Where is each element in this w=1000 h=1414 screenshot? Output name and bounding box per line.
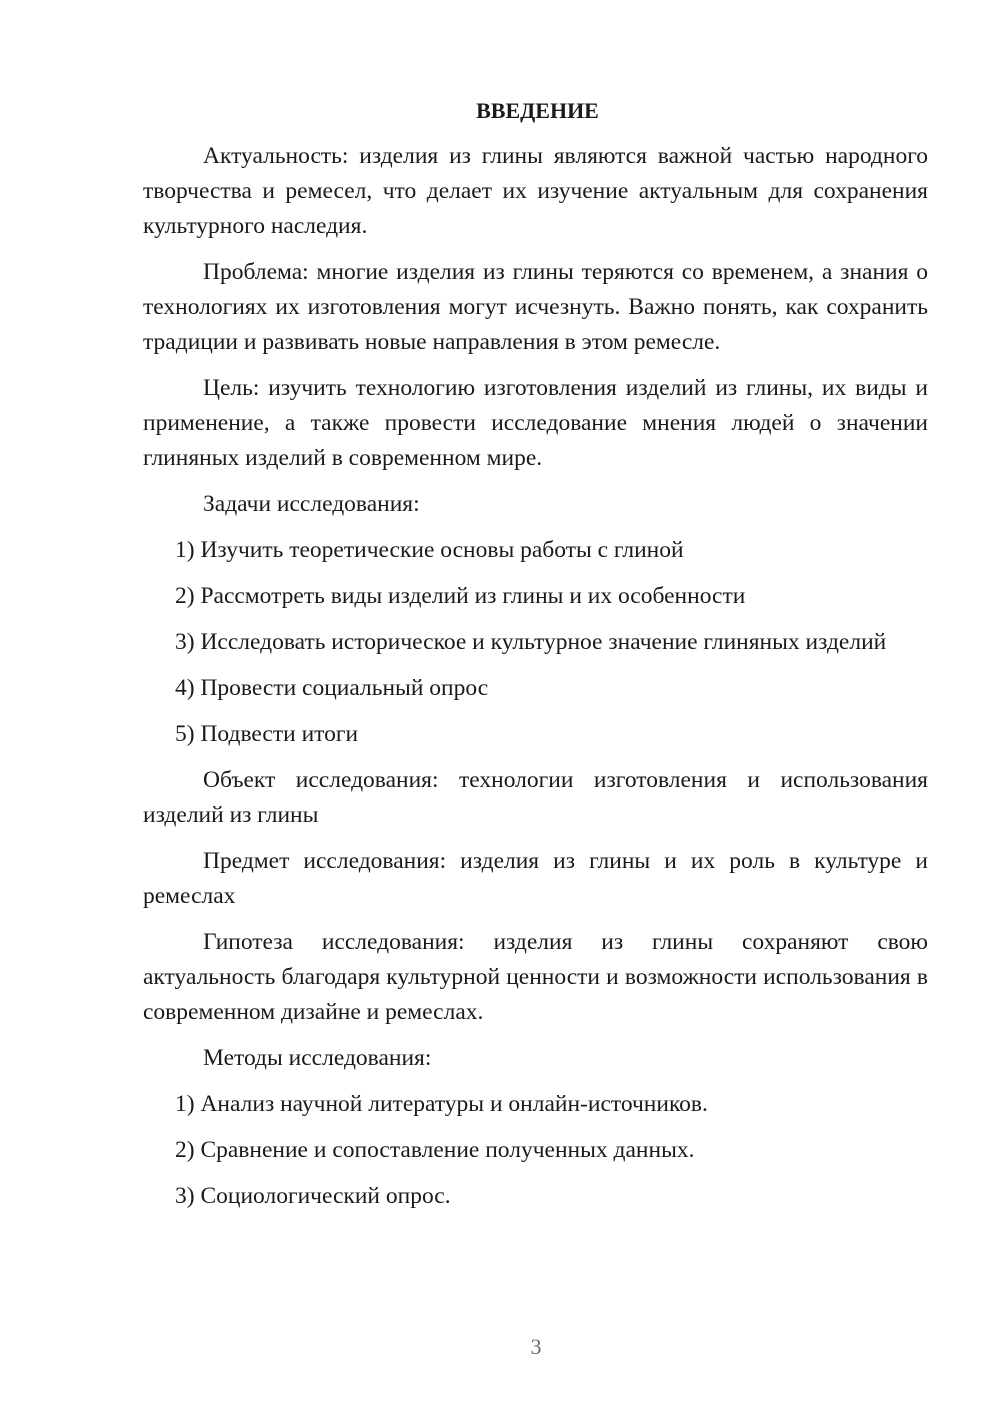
subject-paragraph: Предмет исследования: изделия из глины и их роль в культуре и ремеслах [143, 848, 928, 909]
tasks-list [143, 533, 928, 752]
list-item: 5) Подвести итоги [175, 721, 359, 747]
relevance-paragraph: Актуальность: изделия из глины являются важной частью народного творчества и ремесел, что делает их изучение актуальным для сохранения культурного наследия. [143, 143, 928, 239]
list-item: 1) Анализ научной литературы и онлайн-источников. [175, 1091, 708, 1117]
object-paragraph: Объект исследования: технологии изготовления и использования изделий из глины [143, 767, 928, 828]
page-number: 3 [530, 1334, 542, 1359]
list-item: 3) Социологический опрос. [175, 1183, 451, 1209]
problem-paragraph: Проблема: многие изделия из глины теряются со временем, а знания о технологиях их изготовления могут исчезнуть. Важно понять, как сохранить традиции и развивать новые направления в этом ремесле. [143, 259, 928, 355]
list-item: 3) Исследовать историческое и культурное значение глиняных изделий [175, 629, 887, 655]
list-item: 1) Изучить теоретические основы работы с глиной [175, 537, 684, 563]
tasks-heading: Задачи исследования: [203, 491, 420, 517]
list-item: 4) Провести социальный опрос [175, 675, 489, 701]
list-item: 2) Рассмотреть виды изделий из глины и их особенности [175, 583, 746, 609]
hypothesis-paragraph: Гипотеза исследования: изделия из глины сохраняют свою актуальность благодаря культурной ценности и возможности использования в современном дизайне и ремеслах. [143, 929, 928, 1025]
goal-paragraph: Цель: изучить технологию изготовления изделий из глины, их виды и применение, а также провести исследование мнения людей о значении глиняных изделий в современном мире. [143, 375, 928, 471]
page-title: ВВЕДЕНИЕ [476, 98, 599, 123]
list-item: 2) Сравнение и сопоставление полученных данных. [175, 1137, 695, 1163]
methods-heading: Методы исследования: [203, 1045, 432, 1071]
methods-list [143, 1087, 928, 1214]
page-content [143, 96, 928, 1214]
